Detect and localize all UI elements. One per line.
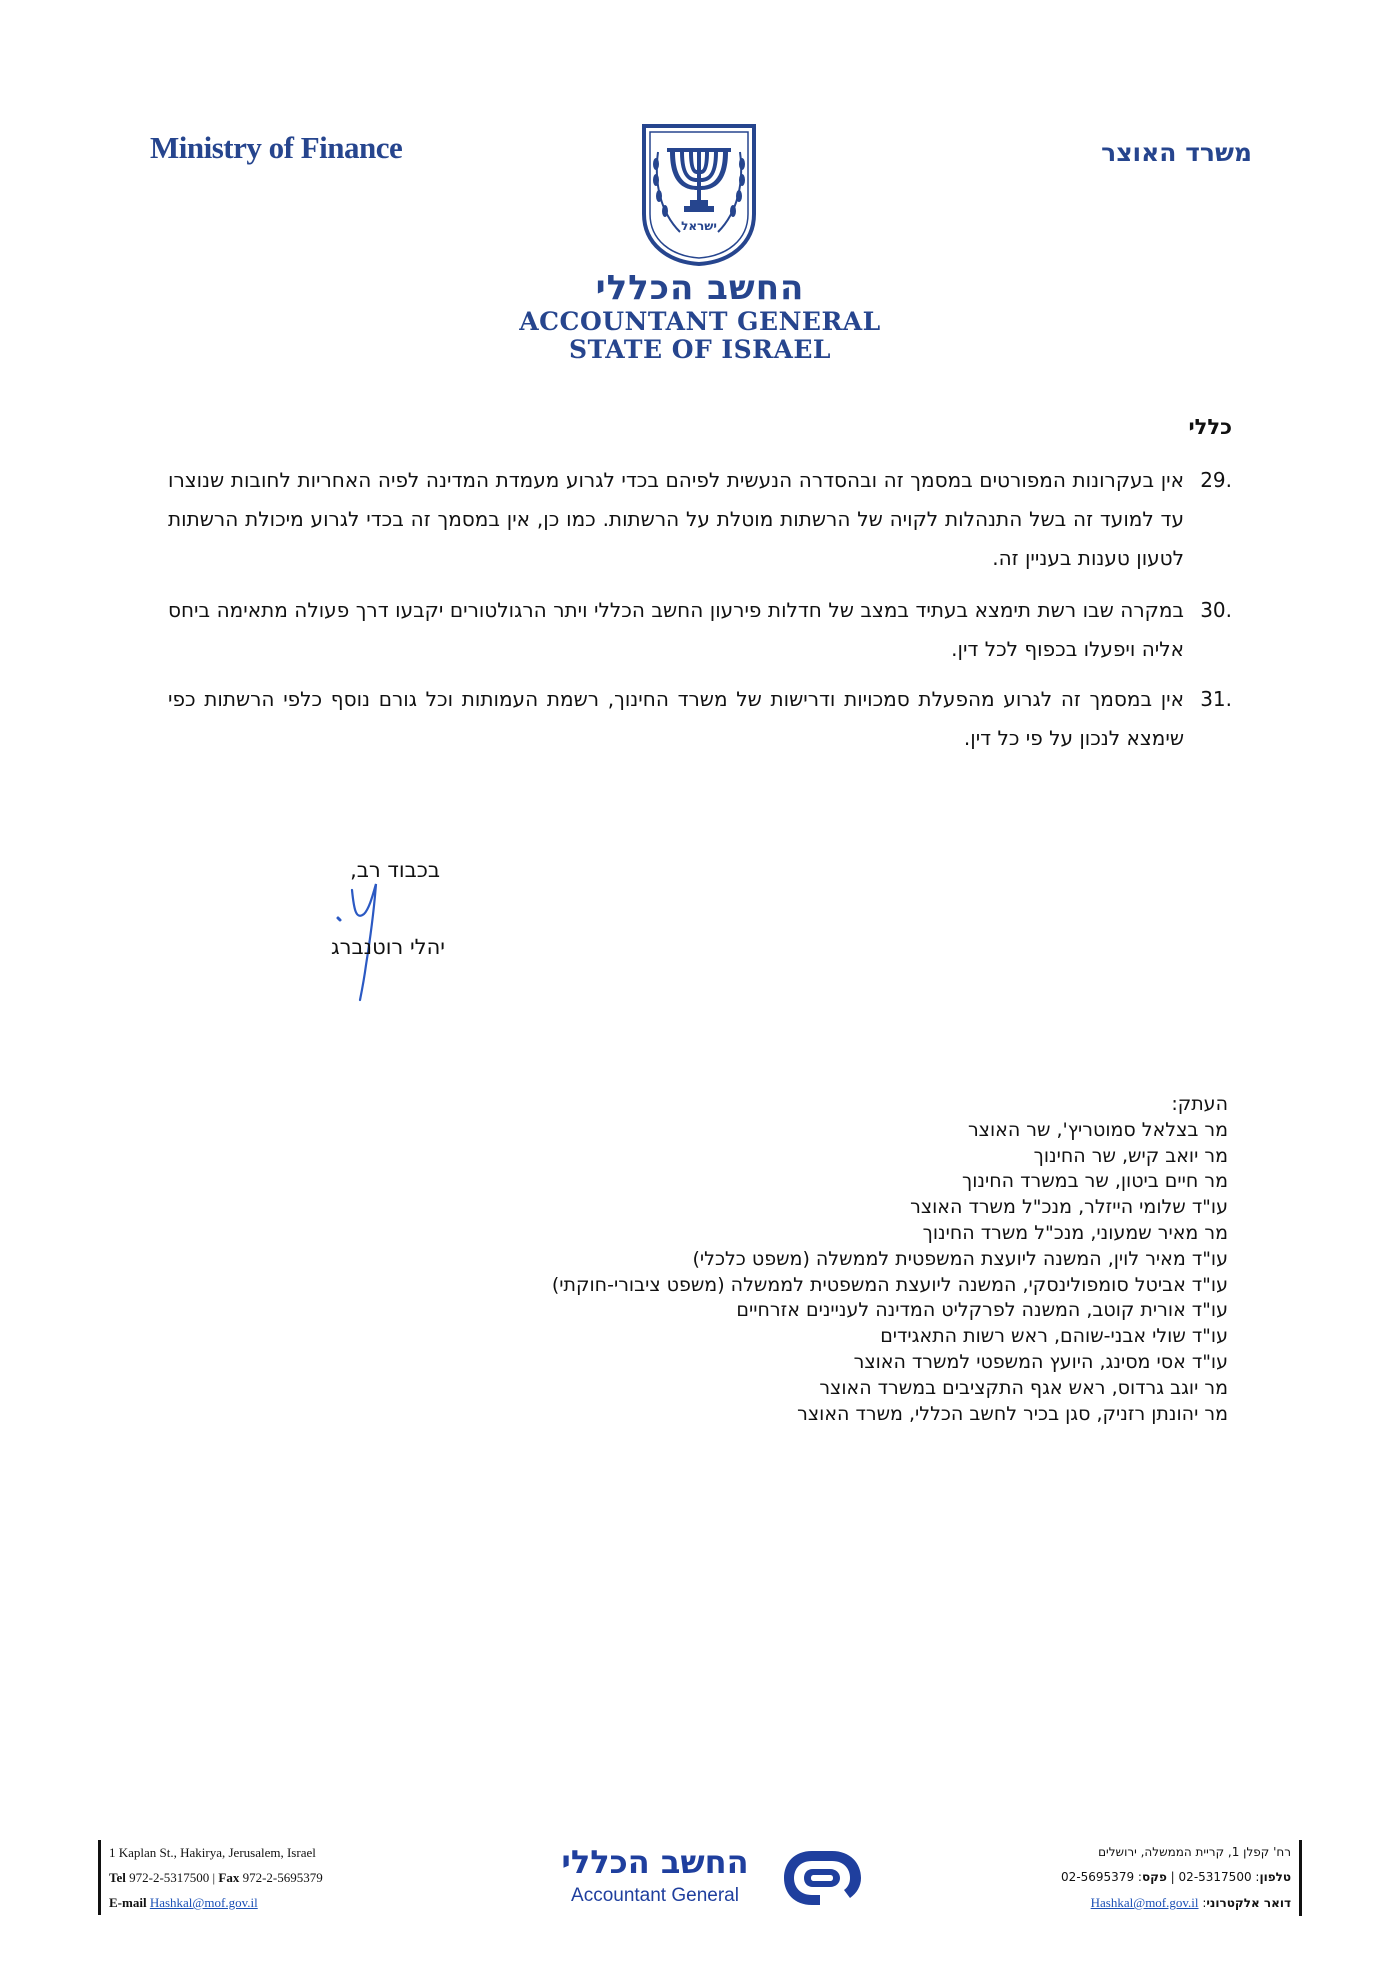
phone-number-he: 02-5317500	[1178, 1870, 1252, 1884]
paragraph-text: אין במסמך זה לגרוע מהפעלת סמכויות ודרישות של משרד החינוך, רשמת העמותות וכל גורם נוסף כלפי הרשתות כפי שימצא לנכון על פי כל דין.	[168, 687, 1184, 750]
cc-recipient: מר יואב קיש, שר החינוך	[1033, 1144, 1228, 1167]
accountant-general-logo-icon	[780, 1845, 865, 1911]
footer-contact-he: רח' קפלן 1, קריית הממשלה, ירושלים טלפון: 02-5317500 | פקס: 02-5695379 דואר אלקטרוני: Hashkal@mof.gov.il	[1061, 1840, 1302, 1916]
cc-recipient: עו"ד מאיר לוין, המשנה ליועצת המשפטית לממשלה (משפט כלכלי)	[692, 1247, 1228, 1270]
footer-contact-en: 1 Kaplan St., Hakirya, Jerusalem, Israel Tel 972-2-5317500 | Fax 972-2-5695379 E-mail Hashkal@mof.gov.il	[98, 1840, 323, 1915]
paragraph-text: במקרה שבו רשת תימצא בעתיד במצב של חדלות פירעון החשב הכללי ויתר הרגולטורים יקבעו דרך פעולה מתאימה ביחס אליה ויפעלו בכפוף לכל דין.	[168, 598, 1184, 661]
email-label: E-mail	[109, 1895, 147, 1910]
cc-recipient: עו"ד אורית קוטב, המשנה לפרקליט המדינה לעניינים אזרחיים	[736, 1299, 1228, 1322]
paragraph-31	[168, 680, 1232, 758]
paragraph-number: 31.	[1200, 687, 1232, 711]
fax-label: Fax	[218, 1870, 240, 1885]
cc-recipient: עו"ד שולי אבני-שוהם, ראש רשות התאגידים	[880, 1325, 1228, 1348]
signer-name: יהלי רוטנברג	[331, 935, 445, 959]
cc-recipient: מר מאיר שמעוני, מנכ"ל משרד החינוך	[922, 1221, 1228, 1244]
cc-label: העתק:	[1171, 1093, 1228, 1115]
fax-number: 972-2-5695379	[242, 1870, 323, 1885]
cc-recipient: עו"ד שלומי הייזלר, מנכ"ל משרד האוצר	[910, 1196, 1228, 1219]
paragraph-number: 30.	[1200, 598, 1232, 622]
section-title: כללי	[1188, 415, 1232, 439]
footer-logo	[530, 1843, 870, 1913]
ministry-name-en: Ministry of Finance	[150, 130, 403, 165]
paragraph-number: 29.	[1200, 468, 1232, 492]
paragraph-29	[168, 461, 1232, 578]
footer-logo-en: Accountant General	[571, 1885, 739, 1906]
email-link-he[interactable]: Hashkal@mof.gov.il	[1090, 1895, 1199, 1910]
footer-address-en: 1 Kaplan St., Hakirya, Jerusalem, Israel	[109, 1845, 316, 1860]
footer-address-he: רח' קפלן 1, קריית הממשלה, ירושלים	[1098, 1845, 1291, 1859]
cc-recipient: מר בצלאל סמוטריץ', שר האוצר	[967, 1118, 1228, 1141]
tel-label: Tel	[109, 1870, 126, 1885]
ministry-name-he: משרד האוצר	[1101, 138, 1252, 167]
fax-label-he: פקס	[1141, 1870, 1167, 1884]
cc-recipient: מר יהונתן רזניק, סגן בכיר לחשב הכללי, משרד האוצר	[797, 1402, 1228, 1425]
state-of-israel: STATE OF ISRAEL	[569, 335, 831, 364]
cc-recipient: עו"ד אסי מסינג, היועץ המשפטי למשרד האוצר	[853, 1350, 1228, 1373]
cc-recipient: מר יוגב גרדוס, ראש אגף התקציבים במשרד האוצר	[819, 1376, 1228, 1399]
state-emblem-icon	[640, 122, 758, 267]
email-label-he: דואר אלקטרוני	[1206, 1896, 1291, 1910]
footer-logo-he: החשב הכללי	[561, 1843, 749, 1881]
paragraph-text: אין בעקרונות המפורטים במסמך זה ובהסדרה הנעשית לפיהם בכדי לגרוע מעמדת המדינה לפיה האחריות לחובות שנוצרו עד למועד זה בשל התנהלות לקויה של הרשתות מוטלת על הרשתות. כמו כן, אין במסמך זה בכדי לגרוע מיכולת הרשתות לטעון טענות בעניין זה.	[168, 468, 1184, 570]
cc-recipient: עו"ד אביטל סומפולינסקי, המשנה ליועצת המשפטית לממשלה (משפט ציבורי-חוקתי)	[551, 1273, 1228, 1296]
closing-greeting: בכבוד רב,	[350, 858, 440, 882]
cc-list	[552, 1092, 1228, 1427]
emblem-caption: ישראל	[681, 219, 717, 233]
cc-recipient: מר חיים ביטון, שר במשרד החינוך	[962, 1170, 1228, 1193]
accountant-general-he: החשב הכללי	[595, 268, 805, 308]
fax-number-he: 02-5695379	[1061, 1870, 1135, 1884]
email-link[interactable]: Hashkal@mof.gov.il	[149, 1895, 258, 1910]
paragraph-30	[168, 591, 1232, 669]
accountant-general-en: ACCOUNTANT GENERAL	[519, 307, 881, 336]
phone-label-he: טלפון	[1259, 1870, 1291, 1884]
tel-number: 972-2-5317500	[129, 1870, 210, 1885]
